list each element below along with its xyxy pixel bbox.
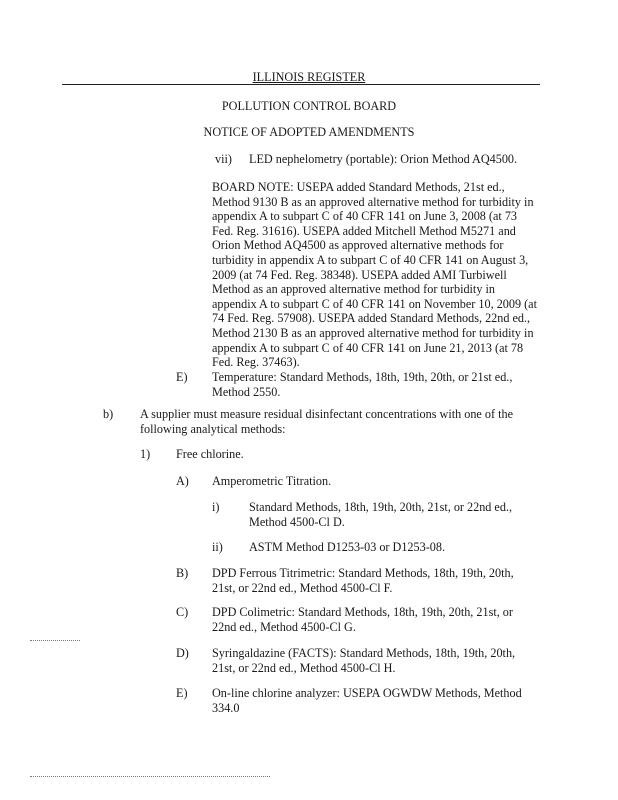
item-E-temp-text: [212, 370, 512, 399]
item-E-online-marker: E): [176, 686, 188, 700]
board-note-line: Method 9130 B as an approved alternative method for turbidity in: [212, 194, 534, 209]
board-note: [212, 180, 537, 370]
item-C-text: [212, 605, 513, 634]
item-B-line: DPD Ferrous Titrimetric: Standard Methods, 18th, 19th, 20th,: [212, 566, 514, 580]
item-B-text: [212, 566, 514, 595]
scan-artifact: [30, 776, 270, 778]
item-ii-text: ASTM Method D1253-03 or D1253-08.: [249, 540, 446, 554]
item-vii-marker: vii): [215, 152, 232, 166]
board-note-line: Fed. Reg. 31616). USEPA added Mitchell Method M5271 and: [212, 223, 516, 238]
item-A-text: Amperometric Titration.: [212, 474, 332, 488]
item-b-line: following analytical methods:: [140, 421, 286, 436]
item-i-line: Method 4500-Cl D.: [249, 514, 345, 529]
board-note-line: appendix A to subpart C of 40 CFR 141 on November 10, 2009 (at: [212, 296, 537, 311]
board-note-line: Orion Method AQ4500 as approved alternative methods for: [212, 238, 504, 253]
item-C-marker: C): [176, 605, 189, 619]
item-E-temp-line: Temperature: Standard Methods, 18th, 19th, 20th, or 21st ed.,: [212, 370, 513, 384]
item-B-marker: B): [176, 566, 189, 580]
board-note-line: appendix A to subpart C of 40 CFR 141 on June 3, 2008 (at 73: [212, 209, 518, 224]
item-B-line: 21st, or 22nd ed., Method 4500-Cl F.: [212, 580, 393, 595]
item-C-line: 22nd ed., Method 4500-Cl G.: [212, 619, 356, 634]
item-D-marker: D): [176, 646, 189, 660]
board-note-line: BOARD NOTE: USEPA added Standard Methods, 21st ed.,: [212, 180, 505, 194]
scan-artifact: [30, 640, 80, 642]
item-i-text: [249, 500, 512, 529]
register-title: ILLINOIS REGISTER: [252, 70, 366, 84]
item-ii-marker: ii): [212, 540, 223, 554]
item-E-online-line: On-line chlorine analyzer: USEPA OGWDW Methods, Method: [212, 686, 522, 700]
item-D-text: [212, 646, 515, 675]
item-D-line: Syringaldazine (FACTS): Standard Methods, 18th, 19th, 20th,: [212, 646, 516, 660]
item-D-line: 21st, or 22nd ed., Method 4500-Cl H.: [212, 660, 396, 675]
notice-title: NOTICE OF ADOPTED AMENDMENTS: [203, 125, 415, 139]
item-1-marker: 1): [140, 447, 151, 461]
board-note-line: Fed. Reg. 37463).: [212, 355, 300, 370]
board-note-line: 74 Fed. Reg. 57908). USEPA added Standard Methods, 22nd ed.,: [212, 311, 531, 326]
board-note-line: Method as an approved alternative method for turbidity in: [212, 282, 495, 297]
board-note-line: Method 2130 B as an approved alternative method for turbidity in: [212, 325, 534, 340]
board-note-line: 2009 (at 74 Fed. Reg. 38348). USEPA added AMI Turbiwell: [212, 267, 507, 282]
item-E-temp-line: Method 2550.: [212, 384, 281, 399]
board-note-line: turbidity in appendix A to subpart C of 40 CFR 141 on August 3,: [212, 252, 529, 267]
item-E-online-text: [212, 686, 522, 715]
item-b-marker: b): [103, 407, 114, 421]
item-1-text: Free chlorine.: [176, 447, 244, 461]
item-C-line: DPD Colimetric: Standard Methods, 18th, 19th, 20th, 21st, or: [212, 605, 513, 619]
item-i-marker: i): [212, 500, 220, 514]
board-title: POLLUTION CONTROL BOARD: [221, 99, 397, 113]
item-b-line: A supplier must measure residual disinfectant concentrations with one of the: [140, 407, 513, 421]
board-note-line: appendix A to subpart C of 40 CFR 141 on June 21, 2013 (at 78: [212, 340, 524, 355]
item-E-online-line: 334.0: [212, 700, 240, 715]
item-A-marker: A): [176, 474, 189, 488]
item-vii-text: LED nephelometry (portable): Orion Method AQ4500.: [249, 152, 518, 166]
item-i-line: Standard Methods, 18th, 19th, 20th, 21st, or 22nd ed.,: [249, 500, 513, 514]
item-E-temp-marker: E): [176, 370, 188, 384]
item-b-text: [140, 407, 513, 436]
